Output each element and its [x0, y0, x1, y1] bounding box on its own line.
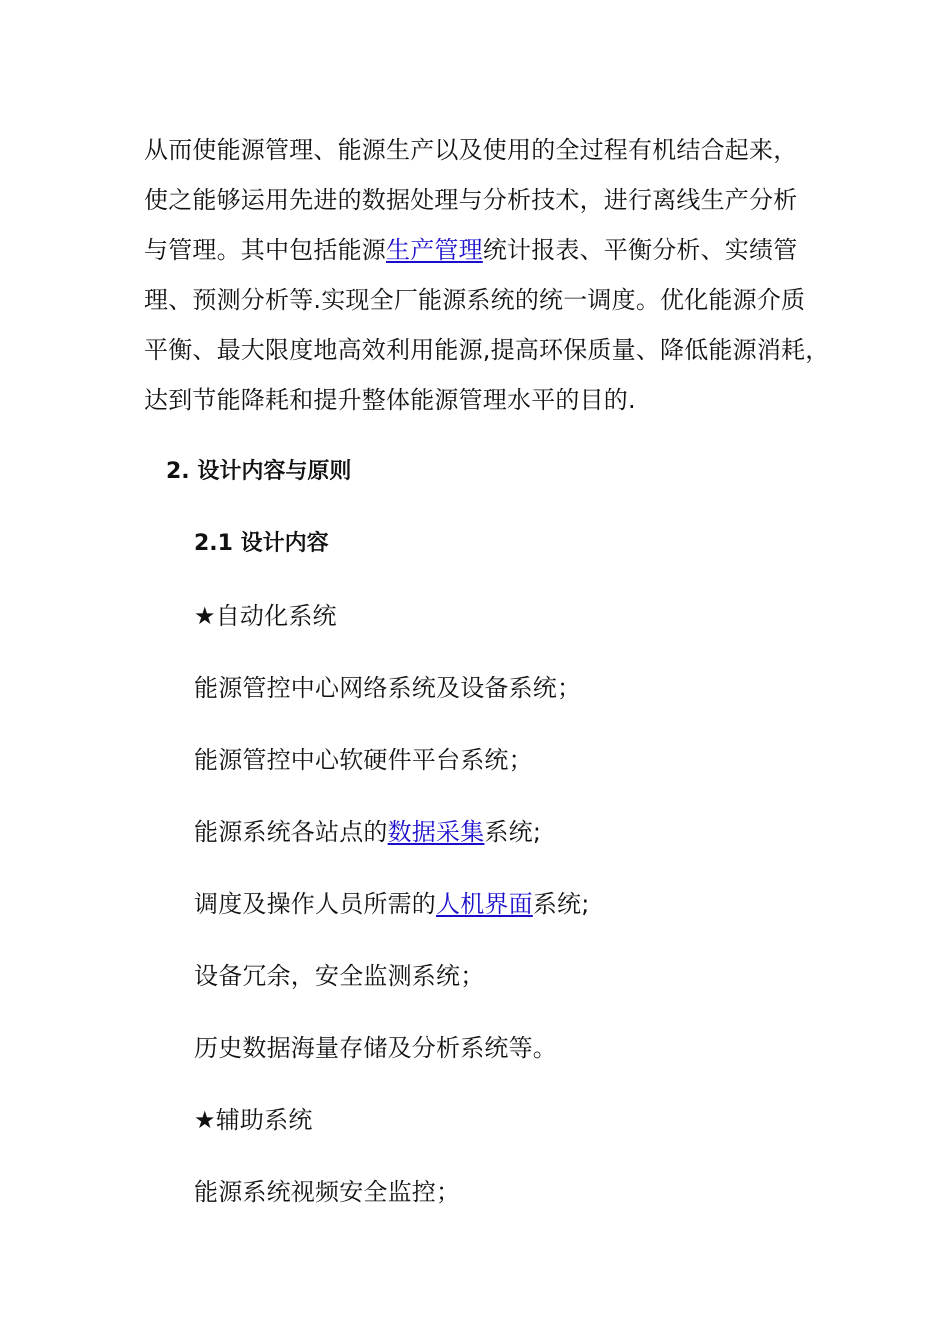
automation-item-3-text-after: 系统; — [484, 818, 542, 846]
paragraph-line-6: 达到节能降耗和提升整体能源管理水平的目的. — [144, 386, 636, 414]
paragraph-line-5: 平衡、最大限度地高效利用能源,提高环保质量、降低能源消耗， — [144, 336, 830, 364]
paragraph-line-3 — [144, 234, 797, 266]
automation-item-history-storage: 历史数据海量存储及分析系统等。 — [194, 1034, 557, 1062]
automation-system-title: ★自动化系统 — [194, 602, 337, 630]
automation-item-3-text-before: 能源系统各站点的 — [194, 818, 388, 846]
auxiliary-system-title: ★辅助系统 — [194, 1106, 313, 1134]
paragraph-line-3-text-before: 与管理。其中包括能源 — [144, 236, 386, 264]
automation-item-hmi — [194, 888, 590, 920]
auxiliary-item-video-monitoring: 能源系统视频安全监控； — [194, 1178, 461, 1206]
automation-item-platform: 能源管控中心软硬件平台系统； — [194, 746, 533, 774]
paragraph-line-2: 使之能够运用先进的数据处理与分析技术，进行离线生产分析 — [144, 186, 798, 214]
data-acquisition-link[interactable]: 数据采集 — [387, 818, 485, 846]
automation-item-redundancy: 设备冗余，安全监测系统； — [194, 962, 485, 990]
paragraph-line-3-text-after: 统计报表、平衡分析、实绩管 — [482, 236, 798, 264]
paragraph-line-1: 从而使能源管理、能源生产以及使用的全过程有机结合起来， — [144, 136, 798, 164]
automation-item-4-text-before: 调度及操作人员所需的 — [194, 890, 436, 918]
subsection-heading: 2.1 设计内容 — [194, 531, 329, 556]
section-heading: 2. 设计内容与原则 — [166, 459, 352, 484]
automation-item-network: 能源管控中心网络系统及设备系统； — [194, 674, 582, 702]
automation-item-data-acquisition — [194, 816, 541, 848]
paragraph-line-4: 理、预测分析等.实现全厂能源系统的统一调度。优化能源介质 — [144, 286, 806, 314]
production-management-link[interactable]: 生产管理 — [386, 236, 483, 264]
human-machine-interface-link[interactable]: 人机界面 — [436, 890, 533, 918]
automation-item-4-text-after: 系统; — [532, 890, 590, 918]
